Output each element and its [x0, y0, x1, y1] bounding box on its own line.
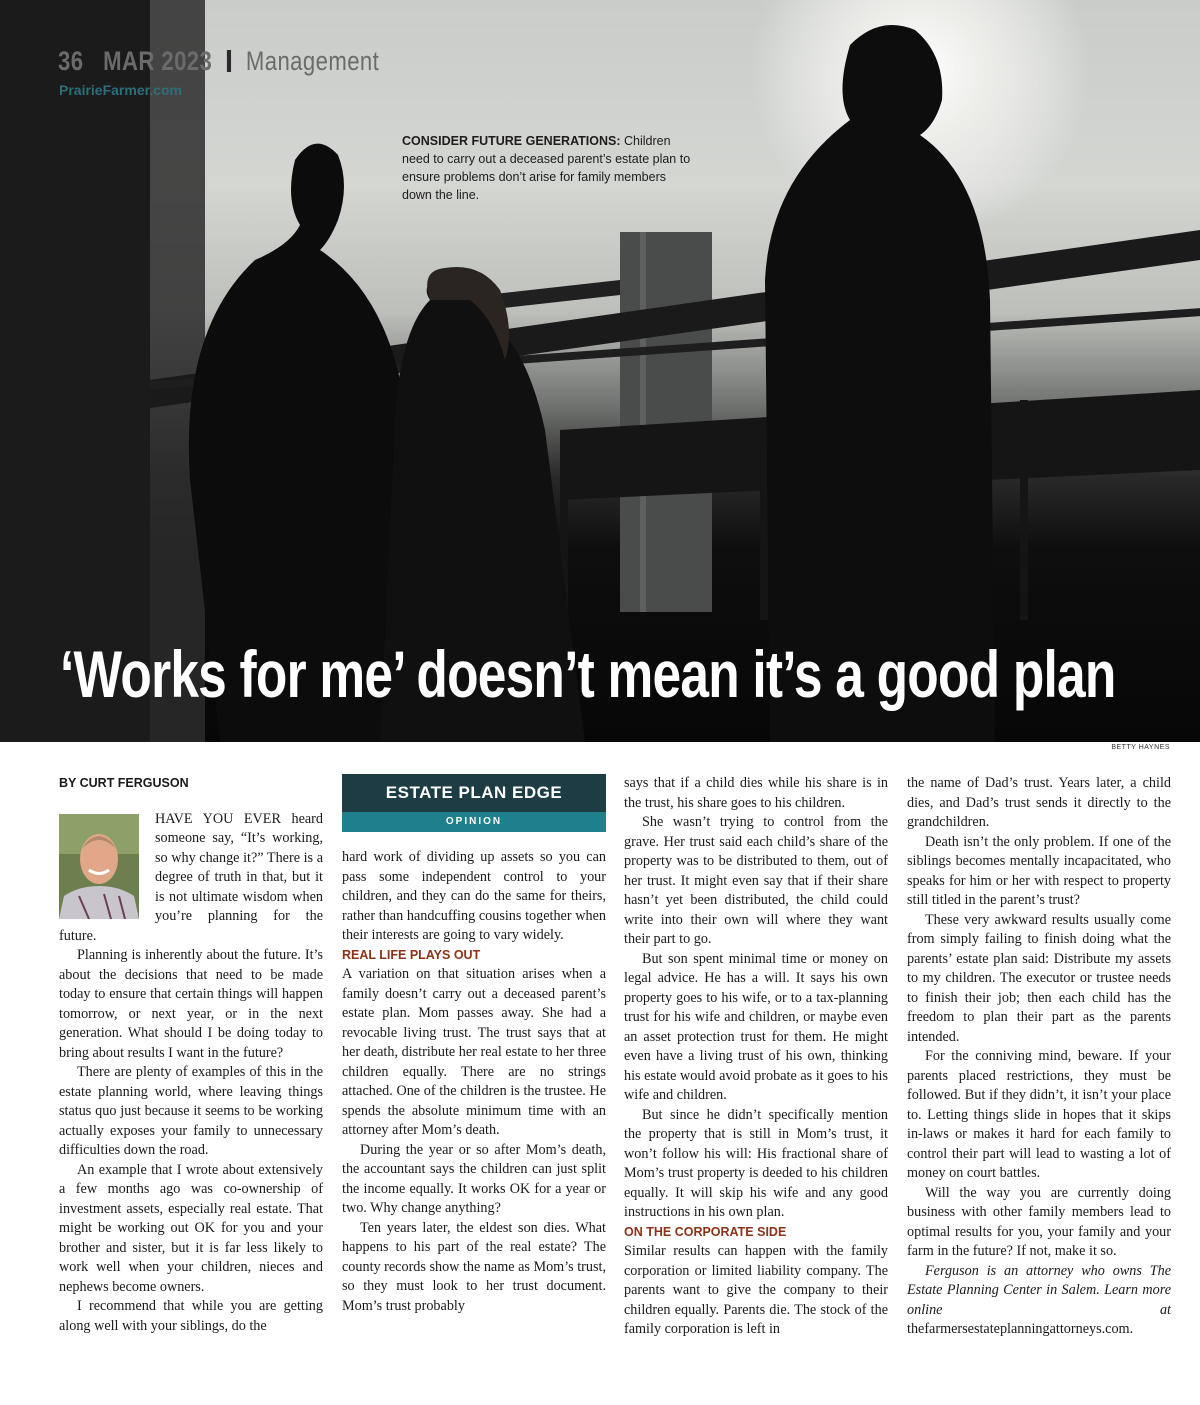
folio — [58, 46, 379, 77]
column-tag — [342, 774, 606, 832]
website-link[interactable]: PrairieFarmer.com — [59, 82, 182, 98]
byline: BY CURT FERGUSON — [59, 776, 189, 790]
paragraph-14: These very awkward results usually come from simply failing to finish doing what the parents’ estate plan said: Distribute my assets to my children. The executor or trustee needs to finish their job; then each child has the freedom to plan their part as the parents intended. — [907, 911, 1171, 1045]
paragraph-13: Death isn’t the only problem. If one of the siblings becomes mentally incapacitated, who speaks for him or her with respect to property still titled in the parent’s trust? — [907, 833, 1171, 908]
caption-text: Children need to carry out a deceased parent’s estate plan to ensure problems don’t arise for family members down the line. — [402, 134, 691, 202]
paragraph-12-end: the name of Dad’s trust. Years later, a child dies, and Dad’s trust sends it directly to the grandchildren. — [907, 775, 1171, 830]
lead-in: HAVE YOU EVER — [155, 810, 281, 827]
paragraph-5-end: hard work of dividing up assets so you can pass some independent control to your children, and they can do the same for theirs, rather than handcuffing cousins together when their interests are going to vary widely. — [342, 849, 606, 943]
paragraph-8-start: Ten years later, the eldest son dies. What happens to his part of the real estate? The county records show the name as Mom’s trust, so they must look to her trust document. Mom’s trust probably — [342, 1219, 606, 1314]
paragraph-8-end: says that if a child dies while his share is in the trust, his share goes to his children. — [624, 775, 888, 811]
column-1 — [59, 774, 323, 1336]
bio-url[interactable]: thefarmersestateplanningattorneys.com. — [907, 1321, 1134, 1337]
column-4 — [907, 774, 1171, 1340]
photo-credit: BETTY HAYNES — [1111, 744, 1170, 751]
paragraph-7: During the year or so after Mom’s death, the accountant says the children can just split the income equally. It works OK for a year or two. Why change anything? — [342, 1141, 606, 1216]
paragraph-10: But son spent minimal time or money on legal advice. He has a will. It says his own property goes to his wife, or to a tax-planning trust for his wife and children, or maybe even an asset protection trust for them. He might even have a living trust of his own, thinking his estate would avoid probate as it goes to his wife and children. — [624, 950, 888, 1103]
paragraph-15: For the conniving mind, beware. If your parents placed restrictions, they must be followed. But if they didn’t, it isn’t your place to. Letting things slide in hopes that it skips in-laws or makes it hard for each family to control their part will lead to wasting a lot of money on court battles. — [907, 1048, 1171, 1181]
issue-date: MAR 2023 — [103, 46, 213, 76]
paragraph-12-start: Similar results can happen with the family corporation or limited liability company. The parents want to give the company to their children equally. Parents die. The stock of the family corporation is left in — [624, 1243, 888, 1337]
paragraph-6: A variation on that situation arises when a family doesn’t carry out a deceased parent’s estate plan. Mom passes away. She had a revocable living trust. The trust says that at her death, distribute her real estate to her three children equally. There are no strings attached. One of the children is the trustee. He spends the absolute minimum time with an attorney after Mom’s death. — [342, 966, 606, 1138]
caption-lead: CONSIDER FUTURE GENERATIONS: — [402, 134, 621, 148]
paragraph-3: There are plenty of examples of this in the estate planning world, where leaving things status quo just because it seems to be working actually exposes your family to unnecessary difficulties down the road. — [59, 1064, 323, 1158]
paragraph-4: An example that I wrote about extensively a few months ago was co-ownership of investment assets, especially real estate. That might be working out OK for you and your brother and sister, but it is far less likely to work well when your children, nieces and nephews become owners. — [59, 1161, 323, 1295]
subhead-corporate: ON THE CORPORATE SIDE — [624, 1224, 787, 1239]
author-bio — [907, 1262, 1171, 1340]
paragraph-11: But since he didn’t specifically mention the property that is still in Mom’s trust, it won’t follow his will: His fractional share of Mom’s trust property is deeded to his children equally. It will skip his wife and any good instructions in his own plan. — [624, 1106, 888, 1220]
paragraph-16: Will the way you are currently doing business with other family members lead to optimal results for you, your family and your farm in the future? If not, make it so. — [907, 1184, 1171, 1259]
paragraph-9: She wasn’t trying to control from the grave. Her trust said each child’s share of the property was to be distributed to them, out of her trust. It might even say that if their share hasn’t yet been distributed, the child could write into their own will where they want their part to go. — [624, 814, 888, 947]
paragraph-2: Planning is inherently about the future. It’s about the decisions that need to be made today to ensure that certain things will happen tomorrow, or next year, or in the next generation. What should I be doing today to bring about results I want in the future? — [59, 947, 323, 1061]
subhead-real-life: REAL LIFE PLAYS OUT — [342, 947, 481, 962]
column-3 — [624, 774, 888, 1340]
column-2 — [342, 774, 606, 1316]
paragraph-1: HAVE YOU EVER heard someone say, “It’s working, so why change it?” There is a degree of truth in that, but it is not ultimate wisdom when you’re planning for the future. — [59, 810, 323, 944]
column-tag-label: OPINION — [342, 812, 606, 832]
section-name: Management — [245, 46, 380, 76]
column-tag-title: ESTATE PLAN EDGE — [342, 774, 606, 812]
page-number: 36 — [58, 46, 84, 76]
headline: ‘Works for me’ doesn’t mean it’s a good plan — [60, 637, 1116, 711]
photo-caption — [402, 132, 692, 204]
folio-divider — [227, 50, 231, 72]
paragraph-5-start: I recommend that while you are getting along well with your siblings, do the — [59, 1298, 323, 1334]
bio-text: Ferguson is an attorney who owns The Estate Planning Center in Salem. Learn more online at — [907, 1262, 1171, 1318]
author-photo — [59, 814, 139, 919]
